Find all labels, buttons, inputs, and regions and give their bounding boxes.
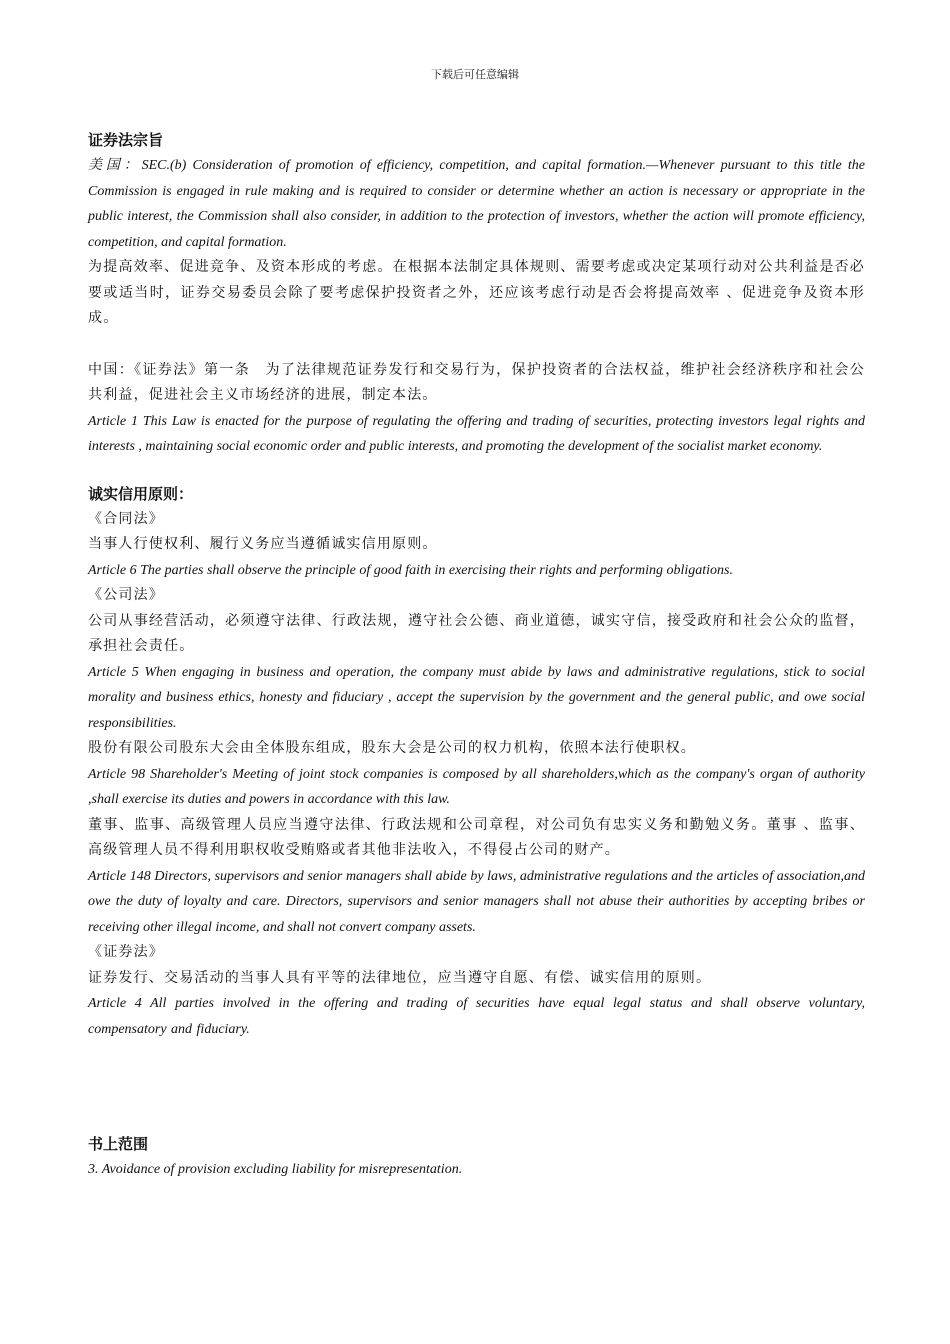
contract-law-en: Article 6 The parties shall observe the principle of good faith in exercising their rights and performing obligations.: [88, 562, 733, 578]
company-law-article-5-en: Article 5 When engaging in business and operation, the company must abide by laws and administrative regulations, stick to social morality and business ethics, honesty and fiduciary , accept the supervision by the government and the general public, and owe social responsibilities.: [88, 664, 865, 731]
company-law-article-148-cn: 董事、监事、高级管理人员应当遵守法律、行政法规和公司章程，对公司负有忠实义务和勤勉义务。董事 、监事、高级管理人员不得利用职权收受贿赂或者其他非法收入，不得侵占公司的财产。: [88, 816, 865, 858]
securities-law-article-4-cn: 证券发行、交易活动的当事人具有平等的法律地位，应当遵守自愿、有偿、诚实信用的原则。: [88, 969, 712, 986]
company-law-article-98-cn: 股份有限公司股东大会由全体股东组成，股东大会是公司的权力机构，依照本法行使职权。: [88, 740, 696, 756]
section-heading-good-faith: 诚实信用原则：: [88, 484, 194, 503]
spacer: [88, 1042, 865, 1132]
securities-law-title: 《证券法》: [88, 944, 164, 960]
spacer: [88, 332, 865, 358]
us-provision-cn: 为提高效率、促进竞争、及资本形成的考虑。在根据本法制定具体规则、需要考虑或决定某项行动对公共利益是否必要或适当时，证券交易委员会除了要考虑保护投资者之外，还应该考虑行动是否会将提高效率 、促进竞争及资本形成。: [88, 259, 865, 326]
china-article-1-cn: 中国：《证券法》第一条 为了法律规范证券发行和交易行为，保护投资者的合法权益，维护社会经济秩序和社会公共利益，促进社会主义市场经济的进展，制定本法。: [88, 361, 865, 403]
contract-law-cn: 当事人行使权利、履行义务应当遵循诚实信用原则。: [88, 536, 438, 552]
securities-law-article-4-en: Article 4 All parties involved in the offering and trading of securities have equal legal status and shall observe voluntary, compensatory and fiduciary.: [88, 996, 865, 1037]
us-label: 美国：: [88, 157, 142, 173]
company-law-article-98-en: Article 98 Shareholder's Meeting of joint stock companies is composed by all shareholders,which as the company's organ of authority ,shall exercise its duties and powers in accordance with this law.: [88, 766, 865, 807]
contract-law-title: 《合同法》: [88, 510, 164, 527]
spacer: [88, 460, 865, 482]
us-provision-en: [88, 153, 865, 255]
company-law-title: 《公司法》: [88, 587, 164, 603]
china-article-1-en: Article 1 This Law is enacted for the purpose of regulating the offering and trading of securities, protecting investors legal rights and interests , maintaining social economic order and public interests, and promoting the development of the socialist market economy.: [88, 413, 865, 454]
section-heading-purpose: 证券法宗旨: [88, 131, 164, 149]
scope-item: 3. Avoidance of provision excluding liability for misrepresentation.: [88, 1162, 463, 1177]
company-law-article-148-en: Article 148 Directors, supervisors and senior managers shall abide by laws, administrative regulations and the articles of association,and owe the duty of loyalty and care. Directors, supervisors and senior managers shall not abuse their authorities by accepting bribes or receiving other illegal income, and shall not convert company assets.: [88, 868, 865, 935]
page-header: 下载后可任意编辑: [431, 68, 519, 81]
us-provision-text: SEC.(b) Consideration of promotion of efficiency, competition, and capital formation.—Whenever pursuant to this title the Commission is engaged in rule making and is required to consider or determine whether an action is necessary or appropriate in the public interest, the Commission shall also consider, in addition to the protection of investors, whether the action will promote efficiency, competition, and capital formation.: [88, 158, 865, 250]
document-body: [88, 128, 865, 1183]
section-heading-scope: 书上范围: [88, 1135, 149, 1153]
company-law-article-5-cn: 公司从事经营活动，必须遵守法律、行政法规，遵守社会公德、商业道德，诚实守信，接受政府和社会公众的监督，承担社会责任。: [88, 612, 865, 654]
